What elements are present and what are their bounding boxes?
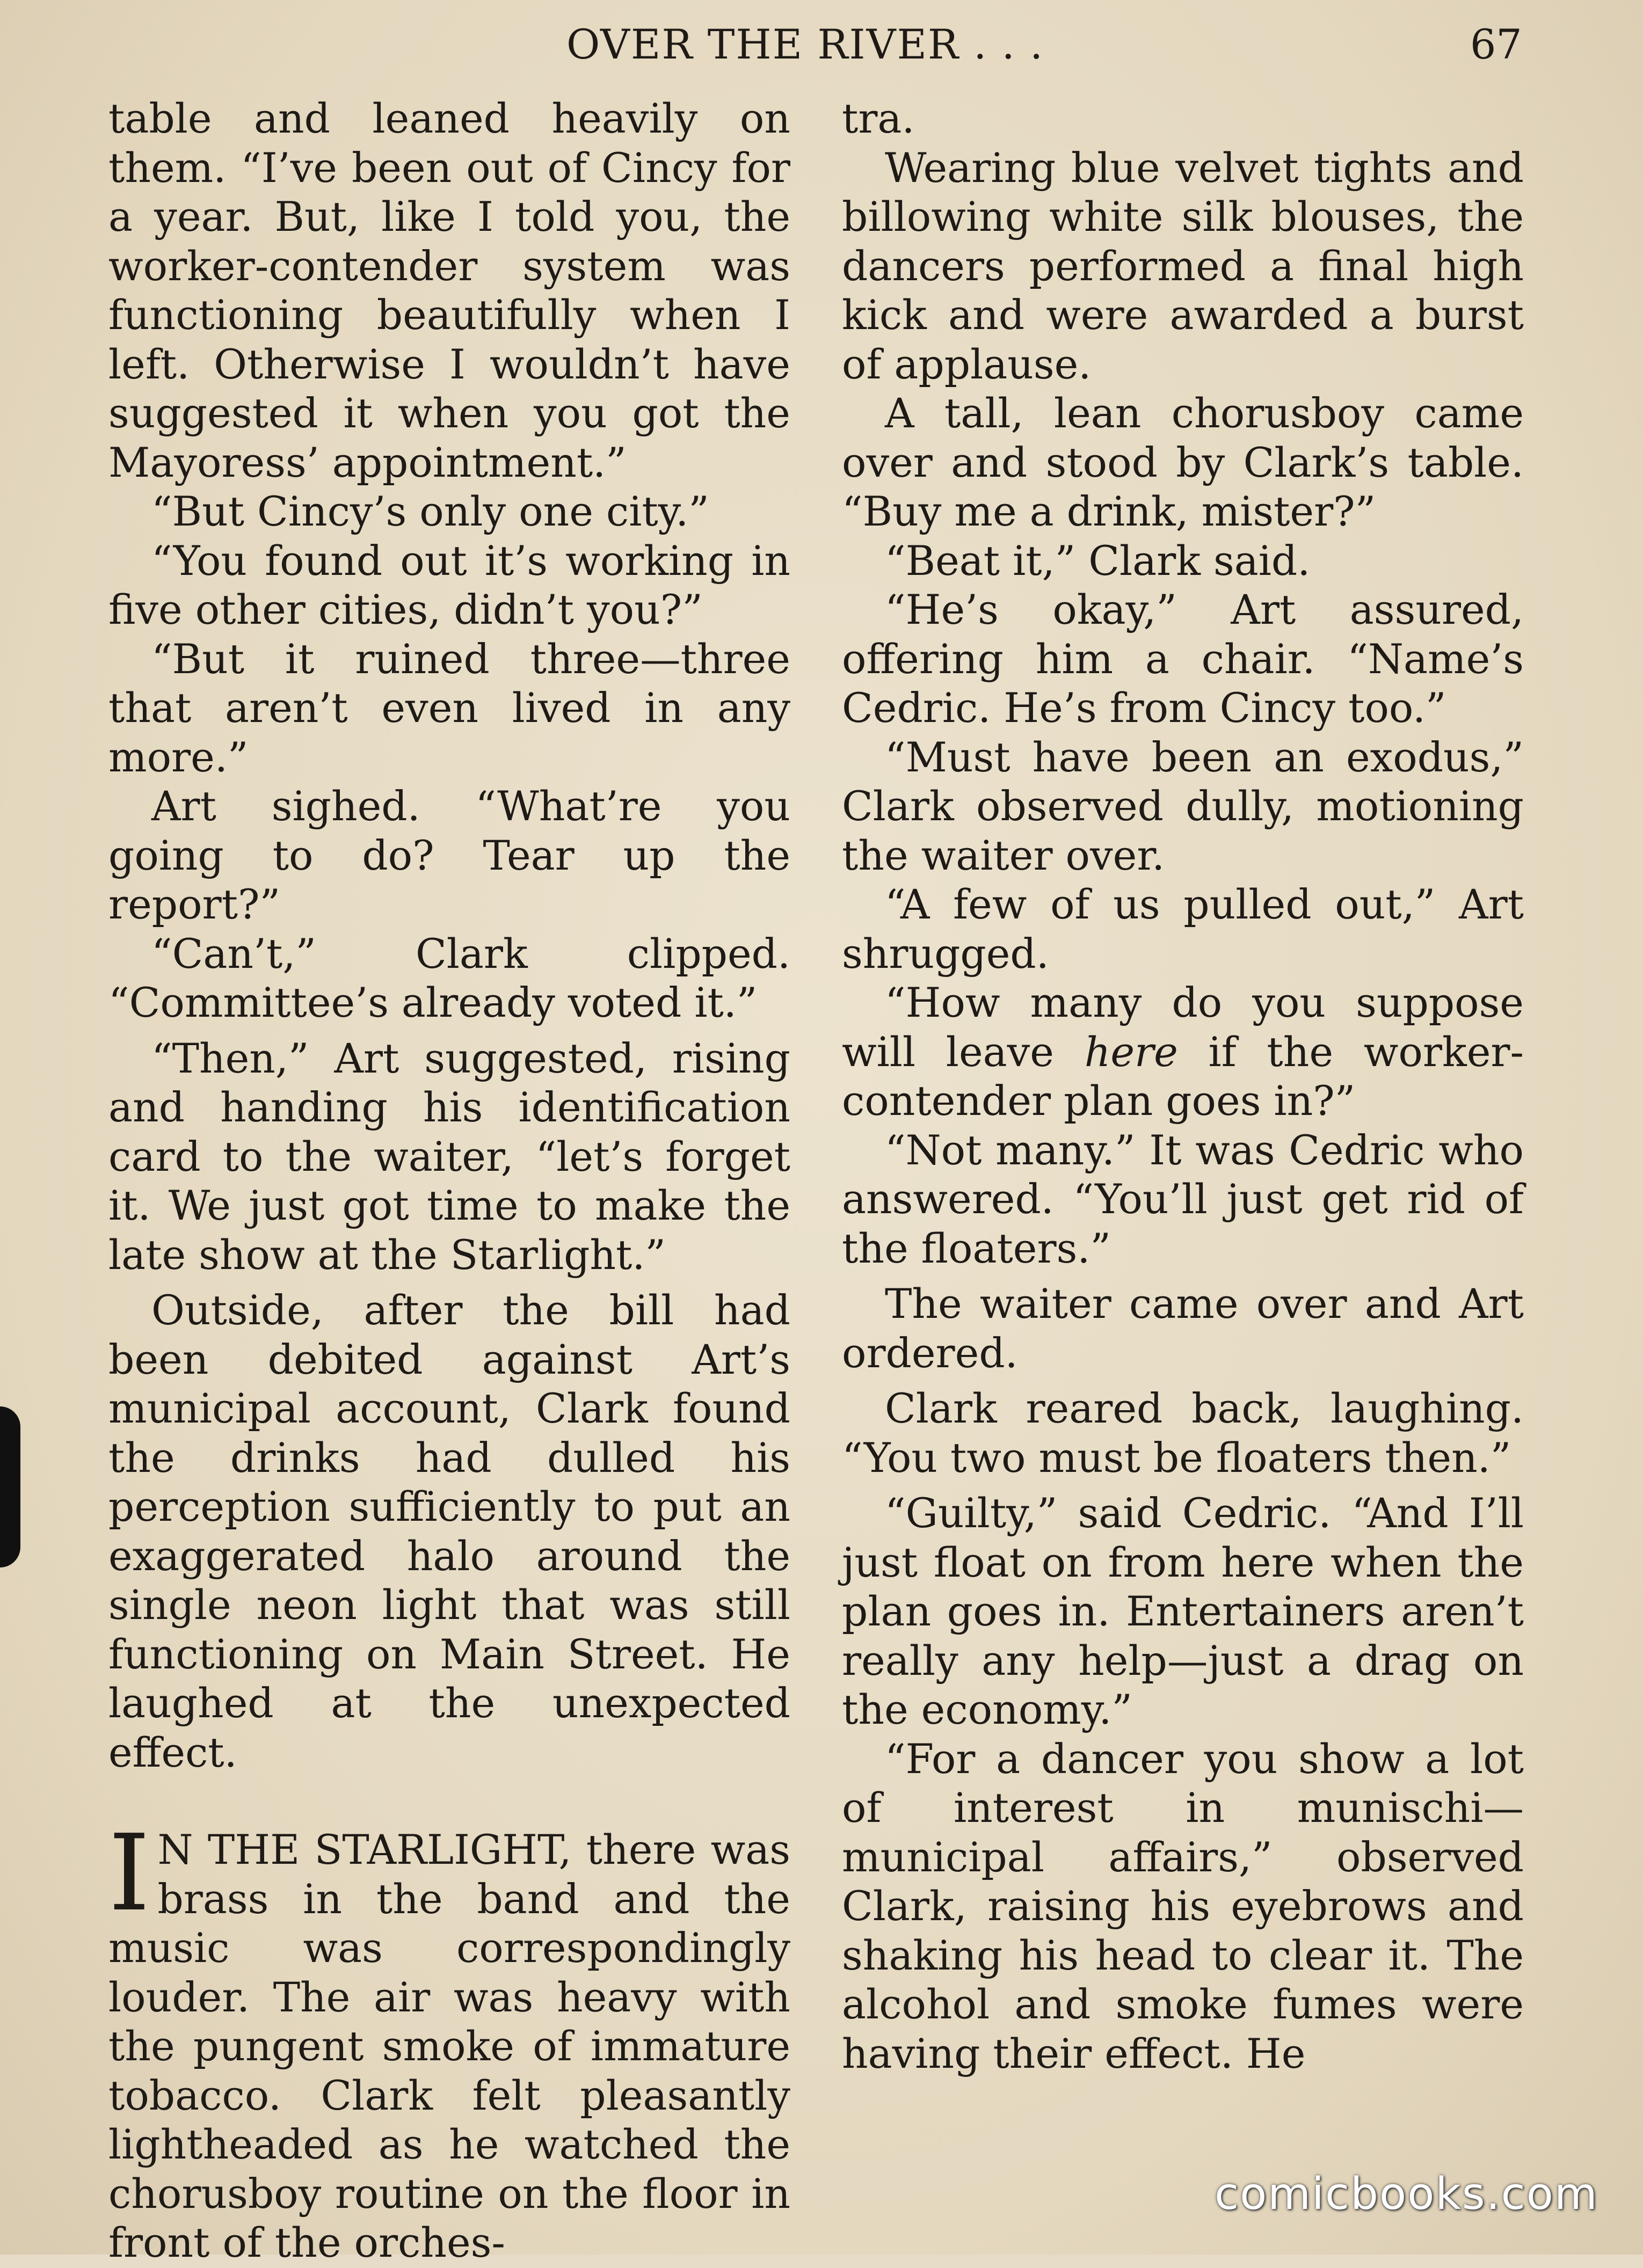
section-lead-in: N THE STARLIGHT, [157, 1826, 572, 1873]
paragraph: “Guilty,” said Cedric. “And I’ll just float on from here when the plan goes in. Entertainers aren’t really any help—just a drag on the economy.” [842, 1490, 1524, 1733]
paragraph: “Must have been an exodus,” Clark observed dully, motioning the waiter over. [842, 733, 1524, 879]
right-column [842, 94, 1524, 2079]
paragraph: Art sighed. “What’re you going to do? Tear up the report?” [108, 783, 790, 928]
paragraph: Wearing blue velvet tights and billowing white silk blouses, the dancers performed a final high kick and were awarded a burst of applause. [842, 144, 1524, 388]
paragraph: “He’s okay,” Art assured, offering him a chair. “Name’s Cedric. He’s from Cincy too.” [842, 586, 1524, 732]
paragraph: “For a dancer you show a lot of interest in munischi— municipal affairs,” observed Clark, raising his eyebrows and shaking his head to clear it. The alcohol and smoke fumes were having their effect. He [842, 1735, 1524, 2077]
emphasis-text: here [1084, 1028, 1178, 1076]
paragraph: “Can’t,” Clark clipped. “Committee’s already voted it.” [108, 930, 790, 1026]
page-number: 67 [1470, 20, 1522, 68]
section-body: there was brass in the band and the music was correspondingly louder. The air was heavy with the pungent smoke of immature tobacco. Clark felt pleasantly lightheaded as he watched the chorusboy routine on the floor in front of the orches- [108, 1826, 790, 2266]
paragraph: “But it ruined three—three that aren’t even lived in any more.” [108, 635, 790, 781]
paragraph: Clark reared back, laughing. “You two must be floaters then.” [842, 1385, 1524, 1482]
running-title: OVER THE RIVER . . . [566, 20, 1044, 68]
page-header [0, 20, 1643, 69]
paragraph: “Not many.” It was Cedric who answered. “You’ll just get rid of the floaters.” [842, 1126, 1524, 1272]
paragraph: “You found out it’s working in five other cities, didn’t you?” [108, 537, 790, 633]
watermark: comicbooks.com [1215, 2169, 1598, 2220]
section-opening-paragraph [108, 1812, 790, 2268]
paragraph: Outside, after the bill had been debited against Art’s municipal account, Clark found the drinks had dulled his perception sufficiently to put an exaggerated halo around the single neon light that was still functioning on Main Street. He laughed at the unexpected effect. [108, 1287, 790, 1776]
text-run: “How many do you suppose will leave [842, 979, 1524, 1076]
drop-cap: I [108, 1812, 150, 1935]
paragraph [842, 979, 1524, 1126]
paragraph: table and leaned heavily on them. “I’ve been out of Cincy for a year. But, like I told you, the worker-contender system was functioning beautifully when I left. Otherwise I wouldn’t have suggested it when you got the Mayoress’ appointment.” [108, 95, 790, 486]
paragraph: A tall, lean chorusboy came over and stood by Clark’s table. “Buy me a drink, mister?” [842, 390, 1524, 535]
text-run: if the worker-contender plan goes in?” [842, 1028, 1524, 1125]
page-tear-mark [0, 1406, 20, 1567]
left-column [108, 94, 790, 2268]
paragraph: tra. [842, 95, 915, 142]
paragraph: “Then,” Art suggested, rising and handing his identification card to the waiter, “let’s forget it. We just got time to make the late show at the Starlight.” [108, 1034, 790, 1279]
paragraph: “Beat it,” Clark said. [885, 537, 1311, 585]
paragraph: “But Cincy’s only one city.” [151, 488, 709, 535]
paragraph: The waiter came over and Art ordered. [842, 1280, 1524, 1377]
paragraph: “A few of us pulled out,” Art shrugged. [842, 881, 1524, 978]
